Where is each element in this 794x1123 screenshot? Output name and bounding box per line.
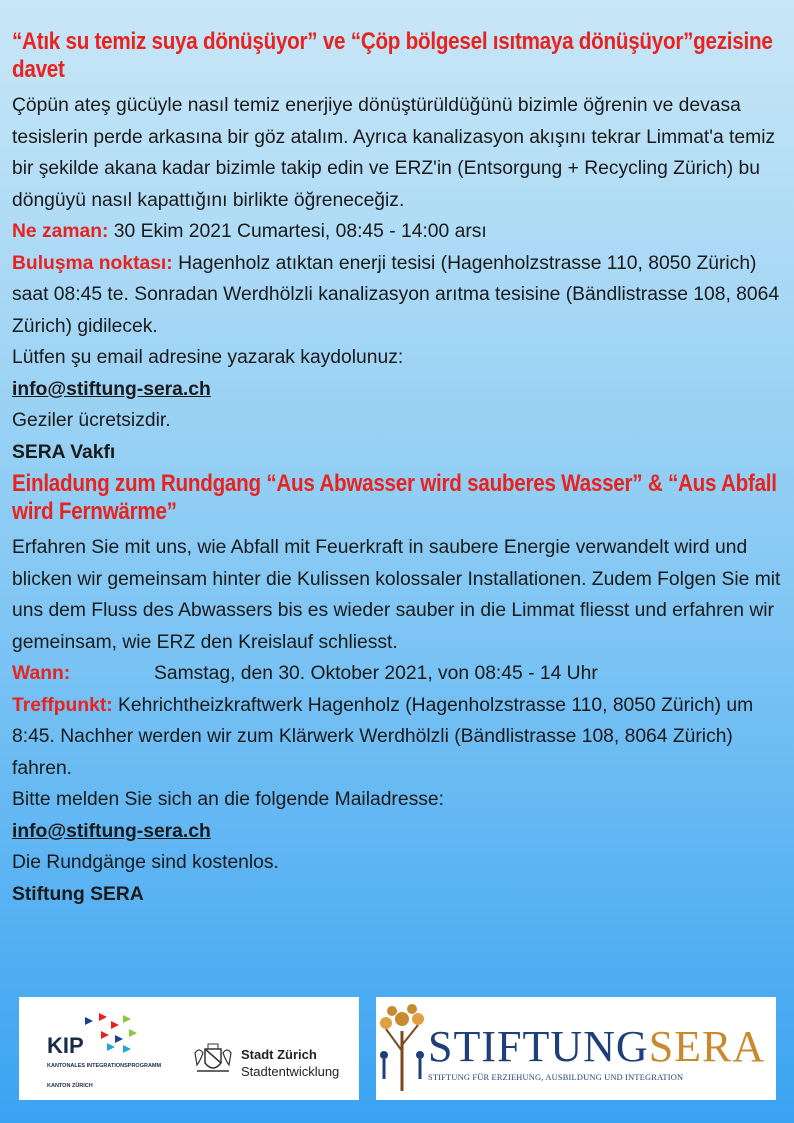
zurich-logo-department: Stadtentwicklung: [241, 1064, 340, 1079]
turkish-meeting-point: [12, 248, 782, 343]
turkish-signature: SERA Vakfı: [12, 441, 116, 463]
turkish-when-label: Ne zaman:: [12, 221, 109, 242]
german-meeting-point: [12, 690, 782, 785]
turkish-register-text: Lütfen şu email adresine yazarak kaydolunuz:: [12, 347, 404, 368]
turkish-body: Çöpün ateş gücüyle nasıl temiz enerjiye dönüştürüldüğünü bizimle öğrenin ve devasa tesislerin perde arkasına bir göz atalım. Ayrıca kanalizasyon akışını tekrar Limmat'a temiz bir şekilde akana kadar bizimle takip edin ve ERZ'in (Entsorgung + Recycling Zürich) bu döngüyü nasıl kapattığını birlikte öğreneceğiz.: [12, 95, 776, 211]
german-meeting-label: Treffpunkt:: [12, 694, 113, 716]
german-email-link[interactable]: info@stiftung-sera.ch: [12, 820, 211, 842]
sera-logo-tagline: STIFTUNG FÜR ERZIEHUNG, AUSBILDUNG UND INTEGRATION: [428, 1073, 684, 1082]
german-when: [12, 658, 782, 690]
german-section: [12, 470, 782, 910]
turkish-free-note: Geziler ücretsizdir.: [12, 410, 171, 431]
flyer-content: [12, 28, 782, 910]
turkish-meeting-value: Hagenholz atıktan enerji tesisi (Hagenholzstrasse 110, 8050 Zürich) saat 08:45 te. Sonradan Werdhölzli kanalizasyon arıtma tesisine (Bändlistrasse 108, 8064 Zürich) gidilecek.: [12, 252, 780, 337]
turkish-when: [12, 216, 782, 248]
zurich-logo-name: Stadt Zürich: [241, 1047, 317, 1062]
german-when-value: Samstag, den 30. Oktober 2021, von 08:45 - 14 Uhr: [154, 663, 598, 684]
zurich-crest-icon: [191, 1043, 235, 1077]
turkish-email-link[interactable]: info@stiftung-sera.ch: [12, 378, 211, 400]
kip-logo-canton: KANTON ZÜRICH: [47, 1083, 93, 1089]
german-free-note: Die Rundgänge sind kostenlos.: [12, 852, 279, 873]
kip-logo-name: KIP: [47, 1033, 84, 1058]
turkish-title: “Atık su temiz suya dönüşüyor” ve “Çöp bölgesel ısıtmaya dönüşüyor”gezisine davet: [12, 28, 773, 83]
turkish-section: [12, 28, 782, 468]
turkish-meeting-label: Buluşma noktası:: [12, 252, 173, 274]
kip-logo-subtitle: KANTONALES INTEGRATIONSPROGRAMM: [47, 1063, 162, 1069]
kip-arrows-icon: [85, 1009, 155, 1057]
sponsor-logos-panel: [19, 997, 359, 1100]
german-meeting-value: Kehrichtheizkraftwerk Hagenholz (Hagenholzstrasse 110, 8050 Zürich) um 8:45. Nachher werden wir zum Klärwerk Werdhölzli (Bändlistrasse 108, 8064 Zürich) fahren.: [12, 694, 754, 779]
sera-logo-panel: [376, 997, 776, 1100]
sera-wordmark-sera: SERA: [648, 1022, 766, 1071]
german-signature: Stiftung SERA: [12, 883, 144, 905]
german-body: Erfahren Sie mit uns, wie Abfall mit Feuerkraft in saubere Energie verwandelt wird und blicken wir gemeinsam hinter die Kulissen kolossaler Installationen. Zudem Folgen Sie mit uns dem Fluss des Abwassers bis es wieder sauber in die Limmat fliesst und erfahren wir gemeinsam, wie ERZ den Kreislauf schliesst.: [12, 537, 781, 653]
german-when-label: Wann:: [12, 663, 71, 684]
turkish-when-value: 30 Ekim 2021 Cumartesi, 08:45 - 14:00 arsı: [108, 221, 487, 242]
german-register-text: Bitte melden Sie sich an die folgende Mailadresse:: [12, 789, 444, 810]
sera-wordmark-stiftung: STIFTUNG: [428, 1022, 649, 1071]
sera-logo-wordmark: [428, 1021, 765, 1072]
german-title: Einladung zum Rundgang “Aus Abwasser wird sauberes Wasser” & “Aus Abfall wird Fernwärme”: [12, 470, 777, 525]
sera-tree-icon: [376, 1001, 428, 1093]
